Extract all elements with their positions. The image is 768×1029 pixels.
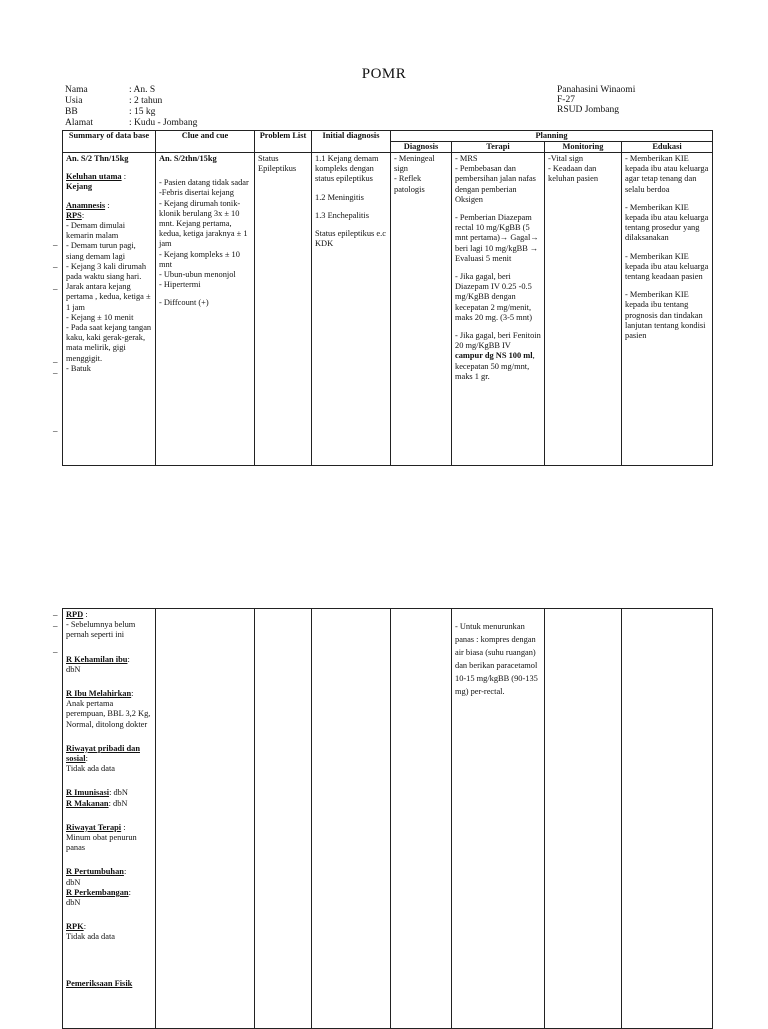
- bullet-mark: –: [53, 647, 58, 657]
- edukasi-item: - Memberikan KIE kepada ibu atau keluarga tentang keadaan pasien: [625, 251, 709, 282]
- clue-cell: [156, 153, 255, 466]
- rps-item: - Pada saat kejang tangan kaku, kaki gerak-gerak, mata melirik, gigi menggigit.: [66, 323, 152, 363]
- pomr-table-page2: [62, 608, 713, 1029]
- patient-label: Nama: [65, 85, 88, 95]
- summary-cell: RPD : - Sebelumnya belum pernah seperti ini R Kehamilan ibu: dbN R Ibu Melahirkan: Anak pertama perempuan, BBL 3,2 Kg, Normal, ditolong dokter Riwayat pribadi dan sosial: Tidak ada data R Imunisasi: dbN R Makanan: dbN Riwayat Terapi : Minum obat penurun panas R Pertumbuhan: dbN R Perkembangan: dbN RPK: Tidak ada data Pemeriksaan Fisik: [63, 609, 156, 1029]
- bullet-mark: –: [53, 368, 58, 378]
- summary-cell: [63, 153, 156, 466]
- perkembangan-value: dbN: [66, 898, 81, 908]
- bullet-mark: –: [53, 262, 58, 272]
- terapi-item: - Pembebasan dan pembersihan jalan nafas dengan pemberian Oksigen: [455, 164, 536, 204]
- edukasi-item: - Memberikan KIE kepada ibu atau keluarga tentang prosedur yang dilaksanakan: [625, 202, 709, 243]
- monitoring-cell: [545, 153, 622, 466]
- clue-head: An. S/2thn/15kg: [159, 154, 217, 163]
- history-value: dbN: [66, 664, 81, 674]
- header-planning: Planning: [391, 131, 713, 142]
- diagnosis-cell: [391, 153, 452, 466]
- patient-info: [65, 85, 315, 127]
- makanan-value: : dbN: [108, 798, 128, 808]
- header-terapi: Terapi: [452, 142, 545, 153]
- rpd-item: - Sebelumnya belum pernah seperti ini: [66, 620, 136, 640]
- bullet-mark: –: [53, 621, 58, 631]
- keluhan-value: Kejang: [66, 182, 93, 192]
- patient-label: Alamat: [65, 118, 93, 128]
- terapi-cell: [452, 153, 545, 466]
- diagnosis-item: - Reflek patologis: [394, 174, 425, 194]
- imunisasi-label: R Imunisasi: [66, 788, 110, 798]
- rps-item: - Kejang 3 kali dirumah pada waktu siang hari. Jarak antara kejang pertama , kedua, ketiga ± 1 jam: [66, 261, 151, 312]
- edukasi-cell: [622, 609, 713, 1029]
- document-title: POMR: [361, 66, 407, 82]
- monitoring-item: - Keadaan dan keluhan pasien: [548, 164, 599, 184]
- keluhan-sep: :: [121, 172, 127, 182]
- patient-label: BB: [65, 107, 78, 117]
- author-name: Panahasini Winaomi: [557, 85, 636, 95]
- header-edukasi: Edukasi: [622, 142, 713, 153]
- pertumbuhan-label: R Pertumbuhan: [66, 867, 124, 877]
- author-hospital: RSUD Jombang: [557, 105, 620, 115]
- rpk-label: RPK: [66, 922, 84, 932]
- anamnesis-label: Anamnesis: [66, 200, 106, 210]
- imunisasi-value: : dbN: [109, 788, 128, 798]
- perkembangan-label: R Perkembangan: [66, 887, 129, 897]
- clue-item: - Ubun-ubun menonjol: [159, 270, 236, 280]
- rps-item: - Demam turun pagi, siang demam lagi: [66, 241, 136, 261]
- edukasi-item: - Memberikan KIE kepada ibu atau keluarga agar tetap tenang dan selalu berdoa: [625, 154, 709, 194]
- edukasi-item: - Memberikan KIE kepada ibu tentang prognosis dan tindakan lanjutan tentang kondisi pasien: [625, 290, 706, 341]
- rps-item: - Demam dimulai kemarin malam: [66, 221, 126, 241]
- author-code: F-27: [557, 95, 575, 105]
- problem-text: Status Epileptikus: [258, 154, 297, 174]
- problem-cell: [255, 609, 312, 1029]
- terapi-cell: [452, 609, 545, 1029]
- history-label: Riwayat pribadi dan sosial: [66, 743, 140, 764]
- patient-value: : Kudu - Jombang: [129, 118, 198, 128]
- riwayat-terapi-sep: :: [121, 822, 126, 832]
- problem-cell: [255, 153, 312, 466]
- edukasi-cell: [622, 153, 713, 466]
- initial-item: 1.3 Enchepalitis: [315, 210, 369, 220]
- patient-value: : 2 tahun: [129, 96, 163, 106]
- bullet-mark: –: [53, 610, 58, 620]
- rps-sep: :: [81, 210, 85, 220]
- anamnesis-sep: :: [105, 200, 110, 210]
- header-summary: Summary of data base: [63, 131, 156, 153]
- patient-value: : 15 kg: [129, 107, 156, 117]
- pomr-table-page1: [62, 130, 713, 466]
- clue-cell: [156, 609, 255, 1029]
- diagnosis-cell: [391, 609, 452, 1029]
- patient-value: : An. S: [129, 85, 156, 95]
- history-value: Tidak ada data: [66, 764, 115, 774]
- riwayat-terapi-value: Minum obat penurun panas: [66, 833, 137, 853]
- initial-item: Status epileptikus e.c KDK: [315, 229, 386, 249]
- bullet-mark: –: [53, 240, 58, 250]
- riwayat-terapi-label: Riwayat Terapi: [66, 822, 122, 832]
- patient-label: Usia: [65, 96, 83, 106]
- history-value: Anak pertama perempuan, BBL 3,2 Kg, Normal, ditolong dokter: [66, 699, 151, 729]
- terapi-item: - Jika gagal, beri Diazepam IV 0.25 -0.5 mg/KgBB dengan kecepatan 2 mg/menit, maks 20 mg. (3-5 mnt): [455, 272, 532, 322]
- header-diagnosis: Diagnosis: [391, 142, 452, 153]
- rpk-value: Tidak ada data: [66, 932, 115, 942]
- summary-head: An. S/2 Thn/15kg: [66, 154, 129, 163]
- pertumbuhan-value: dbN: [66, 877, 81, 887]
- history-sep: :: [131, 689, 134, 699]
- history-sep: :: [127, 654, 130, 664]
- rps-label: RPS: [66, 210, 82, 220]
- clue-item: - Hipertermi: [159, 280, 201, 290]
- terapi-item: - Pemberian Diazepam rectal 10 mg/KgBB (5 mnt pertama)→ Gagal→ beri lagi 10 mg/kgBB → Evaluasi 5 menit: [455, 213, 539, 263]
- diagnosis-item: - Meningeal sign: [394, 154, 435, 174]
- terapi-item: - Untuk menurunkan panas : kompres dengan air biasa (suhu ruangan) dan berikan paracetamol 10-15 mg/kgBB (90-135 mg) per-rectal.: [455, 622, 538, 696]
- keluhan-utama: [66, 172, 152, 192]
- rpd-label: RPD: [66, 610, 84, 619]
- rpd-sep: :: [83, 610, 88, 619]
- terapi-item: - Jika gagal, beri Fenitoin 20 mg/KgBB IV: [455, 331, 541, 351]
- initial-item: 1.1 Kejang demam kompleks dengan status epileptikus: [315, 154, 379, 184]
- header-problem: Problem List: [255, 131, 312, 153]
- clue-item: -Febris disertai kejang: [159, 188, 234, 198]
- history-sep: :: [85, 754, 88, 764]
- history-label: R Kehamilan ibu: [66, 654, 128, 664]
- clue-item: - Kejang dirumah tonik-klonik berulang 3x ± 10 mnt. Kejang pertama, kedua, ketiga jaraknya ± 1 jam: [159, 198, 248, 249]
- makanan-label: R Makanan: [66, 798, 109, 808]
- rps-item: - Batuk: [66, 363, 91, 373]
- initial-cell: [312, 609, 391, 1029]
- initial-cell: [312, 153, 391, 466]
- terapi-tail: , kecepatan 50 mg/mnt, maks 1 gr.: [455, 351, 535, 381]
- bullet-mark: –: [53, 426, 58, 436]
- header-clue: Clue and cue: [156, 131, 255, 153]
- bullet-mark: –: [53, 357, 58, 367]
- clue-item: - Diffcount (+): [159, 298, 209, 308]
- terapi-bold: campur dg NS 100 ml: [455, 351, 533, 361]
- initial-item: 1.2 Meningitis: [315, 192, 364, 202]
- header-initial: Initial diagnosis: [312, 131, 391, 153]
- monitoring-cell: [545, 609, 622, 1029]
- terapi-item: - MRS: [455, 154, 478, 163]
- bullet-mark: –: [53, 284, 58, 294]
- clue-item: - Kejang kompleks ± 10 mnt: [159, 249, 240, 269]
- keluhan-label: Keluhan utama: [66, 172, 122, 182]
- monitoring-item: -Vital sign: [548, 154, 584, 163]
- header-monitoring: Monitoring: [545, 142, 622, 153]
- clue-item: - Pasien datang tidak sadar: [159, 178, 249, 188]
- author-info: [557, 85, 635, 115]
- history-label: R Ibu Melahirkan: [66, 689, 132, 699]
- rps-item: - Kejang ± 10 menit: [66, 312, 134, 322]
- pemeriksaan-fisik-label: Pemeriksaan Fisik: [66, 978, 133, 988]
